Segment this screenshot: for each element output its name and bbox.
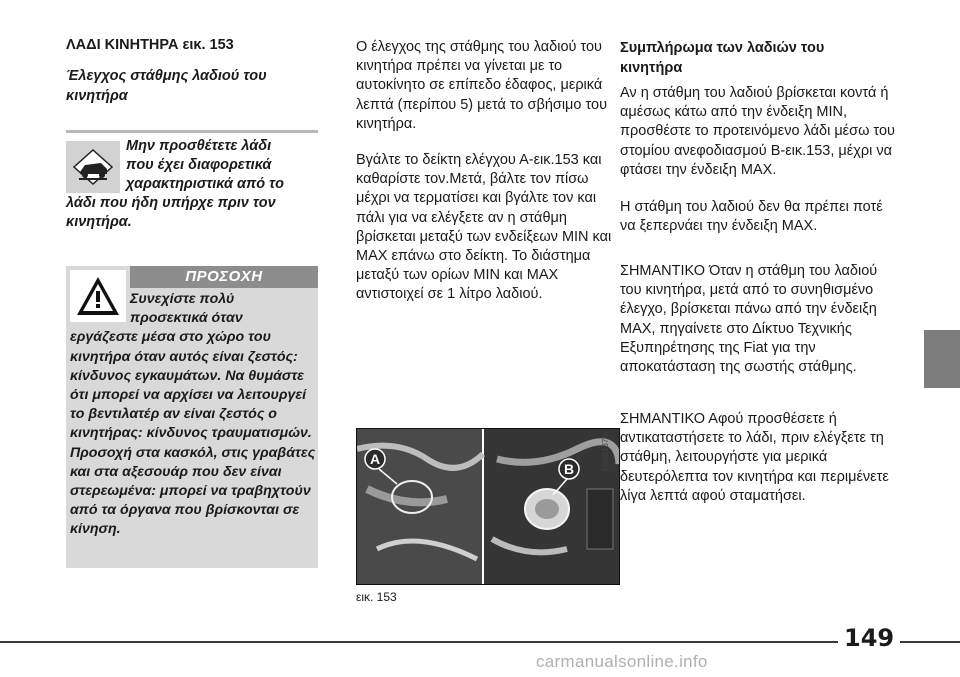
refill-heading: Συμπλήρωμα των λαδιών του κινητήρα [620, 40, 825, 76]
paragraph-check-conditions: Ο έλεγχος της στάθμης του λαδιού του κινητήρα πρέπει να γίνεται με το αυτοκίνητο σε επίπεδο έδαφος, μερικά λεπτά (περίπου 5) μετά το σβήσιμο του κινητήρα. [356, 39, 608, 132]
paragraph-dipstick: Βγάλτε το δείκτη ελέγχου Α-εικ.153 και καθαρίστε τον.Μετά, βάλτε τον πίσω μέχρι να τερματίσει και βγάλτε τον και πάλι για να ελέγξετε αν η στάθμη βρίσκεται μεταξύ των ενδείξεων MIN και MAX επάνω στο δείκτη. Το διάστημα μεταξύ των ορίων MIN και MAX αντιστοιχεί σε 1 λίτρο λαδιού. [356, 152, 612, 303]
warning-text: Συνεχίστε πολύ προσεκτικά όταν εργάζεστε μέσα στο χώρο του κινητήρα όταν αυτός είναι ζεστός: κίνδυνος εγκαυμάτων. Να θυμάστε ότι μπορεί να αρχίσει να λειτουργεί το βεντιλατέρ αν είναι ζεστός ο κινητήρας: κίνδυνος τραυματισμών. Προσοχή στα κασκόλ, στις γραβάτες και στα αξεσουάρ που δεν είναι στερεωμένα: μπορεί να τραβηχτούν από τα όργανα που βρίσκονται σε κίνηση. [70, 291, 316, 538]
watermark: carmanualsonline.info [536, 652, 708, 671]
paragraph-refill: Αν η στάθμη του λαδιού βρίσκεται κοντά ή αμέσως κάτω από την ένδειξη MIN, προσθέστε το προτεινόμενο λάδι μέσω του στομίου ανεφοδιασμού Β-εικ.153, μέχρι να φτάσει την ένδειξη MAX. [620, 85, 895, 178]
paragraph-important-1: ΣΗΜΑΝΤΙΚΟ Όταν η στάθμη του λαδιού του κινητήρα, μετά από το συνηθισμένο έλεγχο, βρίσκεται πάνω από την ένδειξη MAX, πηγαίνετε στο Δίκτυο Τεχνικής Εξυπηρέτησης της Fiat για την αποκατάσταση της σωστής στάθμης. [620, 263, 878, 376]
paragraph-important-2: ΣΗΜΑΝΤΙΚΟ Αφού προσθέσετε ή αντικαταστήσετε το λάδι, πριν ελέγξετε τη στάθμη, λειτουργήστε για μερικά δευτερόλεπτα τον κινητήρα και περιμένετε λίγα λεπτά αφού σταματήσει. [620, 411, 889, 504]
footer-rule [0, 641, 960, 643]
paragraph-max-level: Η στάθμη του λαδιού δεν θα πρέπει ποτέ να ξεπερνάει την ένδειξη MAX. [620, 199, 883, 235]
engine-figure [356, 428, 620, 585]
figure-code: F0X0137m [601, 432, 610, 472]
chapter-tab [924, 330, 960, 388]
note-box [66, 130, 318, 237]
section-subtitle: Έλεγχος στάθμης λαδιού του κινητήρα [66, 68, 267, 104]
warning-box [66, 266, 318, 568]
note-text: Μην προσθέτετε λάδι που έχει διαφορετικά χαρακτηριστικά από το λάδι που ήδη υπήρχε πριν τον κινητήρα. [66, 138, 284, 230]
marker-b-label: B [563, 461, 575, 477]
engine-photo [357, 429, 619, 584]
page-number: 149 [838, 624, 900, 652]
figure-caption: εικ. 153 [356, 590, 397, 604]
marker-a-label: A [369, 451, 381, 467]
section-title: ΛΑΔΙ ΚΙΝΗΤΗΡΑ εικ. 153 [66, 37, 234, 53]
warning-header: ΠΡΟΣΟΧΗ [130, 266, 318, 288]
